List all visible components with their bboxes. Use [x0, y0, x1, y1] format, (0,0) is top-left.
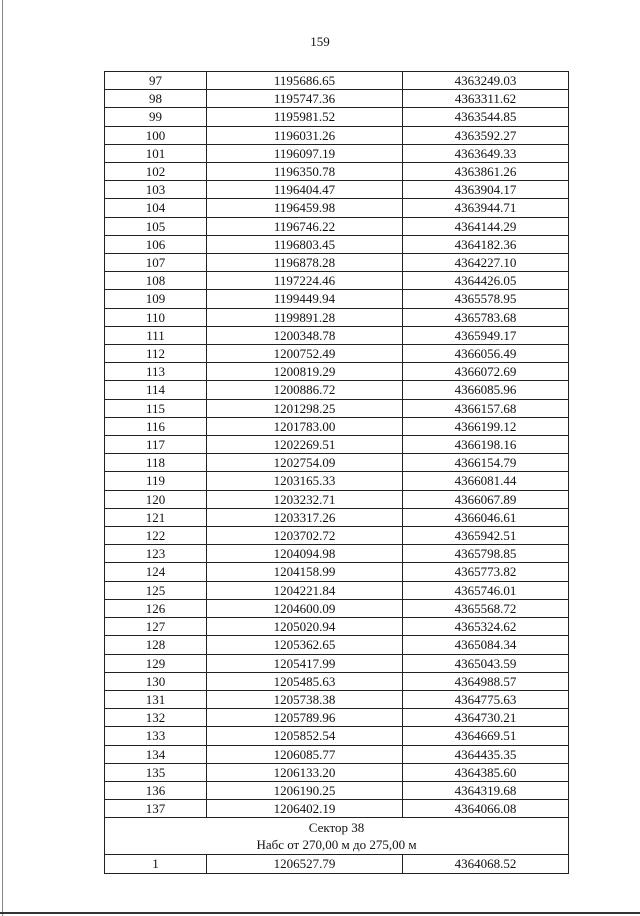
- point-number-cell: 98: [105, 90, 207, 108]
- x-coordinate-cell: 1195981.52: [207, 108, 403, 126]
- table-row: [105, 855, 569, 873]
- point-number-cell: 126: [105, 599, 207, 617]
- y-coordinate-cell: 4364730.21: [403, 709, 569, 727]
- scan-bottom-edge: [0, 912, 640, 914]
- table-row: [105, 672, 569, 690]
- y-coordinate-cell: 4365746.01: [403, 581, 569, 599]
- y-coordinate-cell: 4363904.17: [403, 181, 569, 199]
- x-coordinate-cell: 1204158.99: [207, 563, 403, 581]
- point-number-cell: 130: [105, 672, 207, 690]
- point-number-cell: 115: [105, 399, 207, 417]
- table-row: [105, 326, 569, 344]
- y-coordinate-cell: 4363649.33: [403, 144, 569, 162]
- x-coordinate-cell: 1200348.78: [207, 326, 403, 344]
- y-coordinate-cell: 4366056.49: [403, 345, 569, 363]
- point-number-cell: 123: [105, 545, 207, 563]
- x-coordinate-cell: 1197224.46: [207, 272, 403, 290]
- point-number-cell: 104: [105, 199, 207, 217]
- point-number-cell: 113: [105, 363, 207, 381]
- y-coordinate-cell: 4365578.95: [403, 290, 569, 308]
- table-row: [105, 72, 569, 90]
- table-row: [105, 545, 569, 563]
- table-body-top: [105, 72, 569, 818]
- point-number-cell: 97: [105, 72, 207, 90]
- section-header-row: [105, 818, 569, 855]
- point-number-cell: 129: [105, 654, 207, 672]
- table-row: [105, 781, 569, 799]
- x-coordinate-cell: 1202269.51: [207, 436, 403, 454]
- x-coordinate-cell: 1196404.47: [207, 181, 403, 199]
- x-coordinate-cell: 1199891.28: [207, 308, 403, 326]
- section-header-cell: [105, 818, 569, 855]
- x-coordinate-cell: 1196097.19: [207, 144, 403, 162]
- table-row: [105, 745, 569, 763]
- y-coordinate-cell: 4363311.62: [403, 90, 569, 108]
- point-number-cell: 118: [105, 454, 207, 472]
- point-number-cell: 133: [105, 727, 207, 745]
- x-coordinate-cell: 1205789.96: [207, 709, 403, 727]
- y-coordinate-cell: 4364435.35: [403, 745, 569, 763]
- y-coordinate-cell: 4366072.69: [403, 363, 569, 381]
- x-coordinate-cell: 1196031.26: [207, 126, 403, 144]
- point-number-cell: 108: [105, 272, 207, 290]
- x-coordinate-cell: 1203317.26: [207, 508, 403, 526]
- x-coordinate-cell: 1196878.28: [207, 254, 403, 272]
- point-number-cell: 112: [105, 345, 207, 363]
- table-row: [105, 272, 569, 290]
- table-row: [105, 345, 569, 363]
- y-coordinate-cell: 4363592.27: [403, 126, 569, 144]
- table-row: [105, 163, 569, 181]
- table-row: [105, 472, 569, 490]
- x-coordinate-cell: 1204221.84: [207, 581, 403, 599]
- x-coordinate-cell: 1196350.78: [207, 163, 403, 181]
- x-coordinate-cell: 1196746.22: [207, 217, 403, 235]
- table-row: [105, 126, 569, 144]
- x-coordinate-cell: 1200819.29: [207, 363, 403, 381]
- table-row: [105, 654, 569, 672]
- table-row: [105, 217, 569, 235]
- x-coordinate-cell: 1204094.98: [207, 545, 403, 563]
- table-row: [105, 363, 569, 381]
- table-row: [105, 599, 569, 617]
- x-coordinate-cell: 1196803.45: [207, 235, 403, 253]
- table-row: [105, 417, 569, 435]
- x-coordinate-cell: 1199449.94: [207, 290, 403, 308]
- y-coordinate-cell: 4365942.51: [403, 527, 569, 545]
- table-row: [105, 90, 569, 108]
- point-number-cell: 116: [105, 417, 207, 435]
- x-coordinate-cell: 1205417.99: [207, 654, 403, 672]
- section-subtitle: Набс от 270,00 м до 275,00 м: [256, 837, 417, 853]
- x-coordinate-cell: 1206085.77: [207, 745, 403, 763]
- x-coordinate-cell: 1201783.00: [207, 417, 403, 435]
- x-coordinate-cell: 1195686.65: [207, 72, 403, 90]
- table-row: [105, 290, 569, 308]
- table-row: [105, 235, 569, 253]
- point-number-cell: 121: [105, 508, 207, 526]
- y-coordinate-cell: 4366085.96: [403, 381, 569, 399]
- y-coordinate-cell: 4364144.29: [403, 217, 569, 235]
- x-coordinate-cell: 1205485.63: [207, 672, 403, 690]
- y-coordinate-cell: 4364227.10: [403, 254, 569, 272]
- y-coordinate-cell: 4365798.85: [403, 545, 569, 563]
- y-coordinate-cell: 4365084.34: [403, 636, 569, 654]
- page-number: 159: [310, 34, 330, 49]
- y-coordinate-cell: 4366067.89: [403, 490, 569, 508]
- y-coordinate-cell: 4364385.60: [403, 763, 569, 781]
- x-coordinate-cell: 1206133.20: [207, 763, 403, 781]
- point-number-cell: 107: [105, 254, 207, 272]
- point-number-cell: 132: [105, 709, 207, 727]
- point-number-cell: 117: [105, 436, 207, 454]
- y-coordinate-cell: 4366046.61: [403, 508, 569, 526]
- point-number-cell: 1: [105, 855, 207, 873]
- table-row: [105, 181, 569, 199]
- y-coordinate-cell: 4366154.79: [403, 454, 569, 472]
- y-coordinate-cell: 4365043.59: [403, 654, 569, 672]
- y-coordinate-cell: 4363861.26: [403, 163, 569, 181]
- table-row: [105, 308, 569, 326]
- point-number-cell: 109: [105, 290, 207, 308]
- point-number-cell: 103: [105, 181, 207, 199]
- y-coordinate-cell: 4364775.63: [403, 690, 569, 708]
- y-coordinate-cell: 4364426.05: [403, 272, 569, 290]
- y-coordinate-cell: 4366199.12: [403, 417, 569, 435]
- point-number-cell: 128: [105, 636, 207, 654]
- point-number-cell: 105: [105, 217, 207, 235]
- y-coordinate-cell: 4365949.17: [403, 326, 569, 344]
- y-coordinate-cell: 4364319.68: [403, 781, 569, 799]
- x-coordinate-cell: 1195747.36: [207, 90, 403, 108]
- table-row: [105, 508, 569, 526]
- y-coordinate-cell: 4365324.62: [403, 618, 569, 636]
- table-row: [105, 436, 569, 454]
- point-number-cell: 114: [105, 381, 207, 399]
- x-coordinate-cell: 1204600.09: [207, 599, 403, 617]
- point-number-cell: 127: [105, 618, 207, 636]
- point-number-cell: 135: [105, 763, 207, 781]
- x-coordinate-cell: 1205362.65: [207, 636, 403, 654]
- table-row: [105, 199, 569, 217]
- x-coordinate-cell: 1203702.72: [207, 527, 403, 545]
- x-coordinate-cell: 1205738.38: [207, 690, 403, 708]
- y-coordinate-cell: 4364669.51: [403, 727, 569, 745]
- point-number-cell: 136: [105, 781, 207, 799]
- table-row: [105, 727, 569, 745]
- point-number-cell: 137: [105, 800, 207, 818]
- table-row: [105, 490, 569, 508]
- table-row: [105, 108, 569, 126]
- y-coordinate-cell: 4366198.16: [403, 436, 569, 454]
- point-number-cell: 110: [105, 308, 207, 326]
- x-coordinate-cell: 1203165.33: [207, 472, 403, 490]
- x-coordinate-cell: 1205020.94: [207, 618, 403, 636]
- coordinates-table: [104, 71, 569, 874]
- table-row: [105, 581, 569, 599]
- y-coordinate-cell: 4364066.08: [403, 800, 569, 818]
- x-coordinate-cell: 1206527.79: [207, 855, 403, 873]
- table-row: [105, 763, 569, 781]
- point-number-cell: 131: [105, 690, 207, 708]
- point-number-cell: 100: [105, 126, 207, 144]
- table-row: [105, 144, 569, 162]
- point-number-cell: 102: [105, 163, 207, 181]
- y-coordinate-cell: 4365568.72: [403, 599, 569, 617]
- x-coordinate-cell: 1202754.09: [207, 454, 403, 472]
- x-coordinate-cell: 1206402.19: [207, 800, 403, 818]
- table-body-bottom: [105, 855, 569, 873]
- y-coordinate-cell: 4363544.85: [403, 108, 569, 126]
- y-coordinate-cell: 4365783.68: [403, 308, 569, 326]
- y-coordinate-cell: 4364068.52: [403, 855, 569, 873]
- point-number-cell: 106: [105, 235, 207, 253]
- table-row: [105, 690, 569, 708]
- point-number-cell: 99: [105, 108, 207, 126]
- table-row: [105, 254, 569, 272]
- point-number-cell: 119: [105, 472, 207, 490]
- table-row: [105, 381, 569, 399]
- x-coordinate-cell: 1205852.54: [207, 727, 403, 745]
- y-coordinate-cell: 4366081.44: [403, 472, 569, 490]
- x-coordinate-cell: 1200752.49: [207, 345, 403, 363]
- point-number-cell: 101: [105, 144, 207, 162]
- table-row: [105, 454, 569, 472]
- point-number-cell: 124: [105, 563, 207, 581]
- y-coordinate-cell: 4364182.36: [403, 235, 569, 253]
- table-row: [105, 709, 569, 727]
- table-row: [105, 636, 569, 654]
- scan-edge-line: [2, 0, 3, 916]
- y-coordinate-cell: 4363944.71: [403, 199, 569, 217]
- x-coordinate-cell: 1196459.98: [207, 199, 403, 217]
- table-row: [105, 618, 569, 636]
- y-coordinate-cell: 4364988.57: [403, 672, 569, 690]
- x-coordinate-cell: 1201298.25: [207, 399, 403, 417]
- section-header: [105, 818, 569, 855]
- table-row: [105, 527, 569, 545]
- table-row: [105, 800, 569, 818]
- section-title: Сектор 38: [308, 820, 365, 836]
- point-number-cell: 125: [105, 581, 207, 599]
- y-coordinate-cell: 4365773.82: [403, 563, 569, 581]
- point-number-cell: 120: [105, 490, 207, 508]
- x-coordinate-cell: 1200886.72: [207, 381, 403, 399]
- point-number-cell: 111: [105, 326, 207, 344]
- point-number-cell: 134: [105, 745, 207, 763]
- table-row: [105, 563, 569, 581]
- x-coordinate-cell: 1206190.25: [207, 781, 403, 799]
- table-row: [105, 399, 569, 417]
- y-coordinate-cell: 4363249.03: [403, 72, 569, 90]
- point-number-cell: 122: [105, 527, 207, 545]
- y-coordinate-cell: 4366157.68: [403, 399, 569, 417]
- x-coordinate-cell: 1203232.71: [207, 490, 403, 508]
